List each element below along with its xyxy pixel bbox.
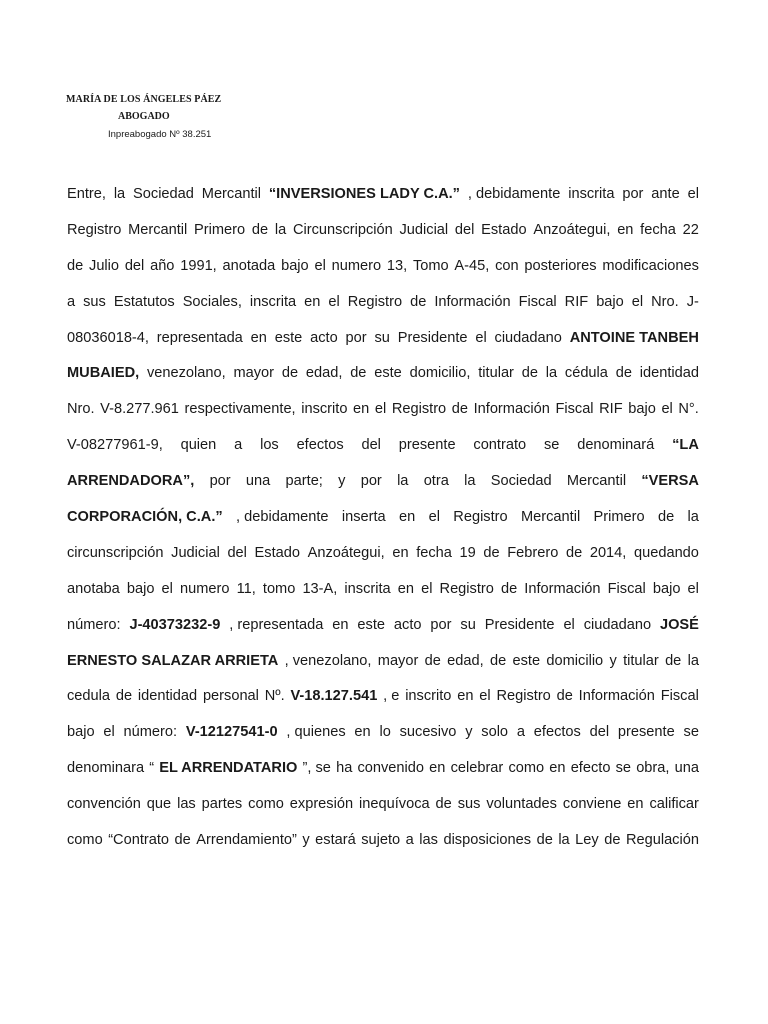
body-word: número: bbox=[123, 724, 178, 741]
paragraph-line bbox=[67, 428, 699, 464]
body-word: una bbox=[674, 760, 699, 777]
body-word: anotada bbox=[222, 257, 276, 274]
body-word: “Contrato bbox=[108, 832, 170, 849]
body-word: la bbox=[558, 832, 570, 849]
body-word: por bbox=[430, 616, 452, 633]
body-word: N°. bbox=[678, 401, 699, 418]
body-word: se bbox=[615, 760, 632, 777]
body-word: Entre, bbox=[67, 186, 106, 202]
body-word: Mercantil bbox=[128, 221, 188, 238]
body-word: identidad bbox=[137, 688, 198, 705]
body-word: Información bbox=[473, 401, 550, 418]
body-word: edad, bbox=[447, 652, 484, 669]
body-word: y bbox=[465, 724, 473, 741]
body-word: ciudadano bbox=[494, 329, 562, 346]
contract-paragraph bbox=[67, 177, 699, 859]
body-word: por bbox=[345, 329, 367, 346]
body-word: de bbox=[67, 257, 84, 274]
body-word: circunscripción bbox=[67, 544, 164, 561]
body-word: Estatutos bbox=[113, 293, 175, 310]
body-word: mayor bbox=[377, 652, 419, 669]
body-word: la bbox=[113, 186, 126, 202]
body-word: número: bbox=[67, 616, 121, 633]
body-word: lo bbox=[379, 724, 391, 741]
body-word: en bbox=[304, 293, 321, 310]
body-word: de bbox=[604, 832, 621, 849]
body-word: Información bbox=[578, 688, 655, 705]
paragraph-line bbox=[67, 644, 699, 680]
letterhead-title: ABOGADO bbox=[118, 111, 170, 122]
body-word: del bbox=[361, 437, 381, 454]
body-word: obra, bbox=[636, 760, 670, 777]
body-word: 1991, bbox=[180, 257, 217, 274]
body-word: este bbox=[357, 616, 386, 633]
body-word: Anzoátegui, bbox=[533, 221, 611, 238]
body-word: , quienes bbox=[286, 724, 346, 741]
body-word: una bbox=[245, 473, 271, 490]
body-word: denominará bbox=[577, 437, 655, 454]
body-word: el bbox=[314, 257, 326, 274]
body-word: el bbox=[475, 329, 487, 346]
body-word: Estado bbox=[481, 221, 527, 238]
body-word: la bbox=[464, 473, 476, 490]
body-word: modificaciones bbox=[602, 257, 699, 274]
paragraph-line bbox=[67, 608, 699, 644]
body-word: a bbox=[67, 293, 76, 310]
body-word: el bbox=[661, 401, 673, 418]
body-word: Registro bbox=[347, 293, 403, 310]
paragraph-line bbox=[67, 715, 699, 751]
body-word: de bbox=[483, 544, 500, 561]
body-word: Estado bbox=[254, 544, 300, 561]
body-word: Julio bbox=[89, 257, 120, 274]
body-word: como bbox=[248, 796, 284, 813]
body-word: la bbox=[397, 473, 409, 490]
body-word: solo bbox=[481, 724, 509, 741]
body-word: inscrita bbox=[344, 580, 391, 597]
body-word: su bbox=[374, 329, 390, 346]
body-word: y bbox=[302, 832, 310, 849]
body-word: efectos bbox=[533, 724, 581, 741]
body-word: cedula bbox=[67, 688, 111, 705]
body-word: , representada bbox=[229, 616, 324, 633]
paragraph-line bbox=[67, 572, 699, 608]
body-word: a bbox=[234, 437, 243, 454]
body-word: personal bbox=[202, 688, 259, 705]
body-word: Fiscal bbox=[607, 580, 646, 597]
body-word: de bbox=[565, 544, 583, 561]
body-word: el bbox=[421, 580, 433, 597]
body-word: Judicial bbox=[399, 221, 449, 238]
letterhead-name: MARÍA DE LOS ÁNGELES PÁEZ bbox=[66, 94, 222, 105]
body-word: posteriores bbox=[524, 257, 597, 274]
body-word: calificar bbox=[649, 796, 699, 813]
paragraph-line bbox=[67, 249, 699, 285]
body-word: en bbox=[457, 688, 474, 705]
body-word: efectos bbox=[296, 437, 344, 454]
body-word: contrato bbox=[473, 437, 527, 454]
body-word: Regulación bbox=[625, 832, 699, 849]
body-word: otra bbox=[423, 473, 449, 490]
body-word: por bbox=[209, 473, 231, 490]
body-word: las bbox=[419, 832, 438, 849]
body-word: Sociales, bbox=[182, 293, 242, 310]
body-word: el bbox=[328, 293, 340, 310]
body-word: Nro. bbox=[67, 401, 95, 418]
body-word: quedando bbox=[633, 544, 699, 561]
paragraph-line bbox=[67, 213, 699, 249]
paragraph-line bbox=[67, 321, 699, 357]
body-word: domicilio bbox=[546, 652, 604, 669]
body-word: Información bbox=[434, 293, 511, 310]
body-word: la bbox=[274, 221, 287, 238]
body-word: de bbox=[174, 832, 191, 849]
body-word: Nro. bbox=[651, 293, 679, 310]
body-word: anotaba bbox=[67, 580, 120, 597]
paragraph-line bbox=[67, 536, 699, 572]
body-word: de bbox=[435, 796, 452, 813]
body-word: representada bbox=[156, 329, 243, 346]
body-word: por bbox=[360, 473, 382, 490]
body-word: bajo bbox=[628, 401, 656, 418]
bold-text: J-40373232-9 bbox=[129, 616, 221, 633]
body-word: numero bbox=[331, 257, 382, 274]
body-word: de bbox=[451, 401, 468, 418]
paragraph-line bbox=[67, 285, 699, 321]
body-word: presente bbox=[617, 724, 675, 741]
paragraph-line bbox=[67, 823, 699, 859]
body-word: bajo bbox=[652, 580, 681, 597]
body-word: Registro bbox=[453, 509, 508, 526]
body-word: voluntades bbox=[486, 796, 557, 813]
body-word: bajo bbox=[126, 580, 155, 597]
body-word: mayor bbox=[233, 365, 275, 382]
body-word: de bbox=[350, 365, 367, 382]
body-word: en bbox=[429, 760, 446, 777]
body-word: sucesivo bbox=[399, 724, 457, 741]
body-word: los bbox=[260, 437, 279, 454]
body-word: en bbox=[250, 329, 267, 346]
body-word: 13-A, bbox=[302, 580, 338, 597]
body-word: en bbox=[353, 401, 370, 418]
body-word: presente bbox=[398, 437, 456, 454]
body-word: en bbox=[627, 796, 644, 813]
body-word: A-45, bbox=[454, 257, 490, 274]
body-word: fecha bbox=[416, 544, 452, 561]
body-word: Información bbox=[524, 580, 601, 597]
body-word: se bbox=[543, 437, 560, 454]
body-word: ante bbox=[651, 186, 680, 202]
body-word: de bbox=[500, 580, 518, 597]
body-word: 2014, bbox=[589, 544, 627, 561]
body-word: Judicial bbox=[171, 544, 220, 561]
body-word: el bbox=[374, 401, 387, 418]
body-word: convenido bbox=[357, 760, 425, 777]
body-word: Registro bbox=[439, 580, 494, 597]
bold-text: MUBAIED, bbox=[67, 365, 140, 382]
body-word: inequívoca bbox=[359, 796, 430, 813]
body-word: titular bbox=[623, 652, 659, 669]
body-word: en bbox=[397, 580, 414, 597]
body-word: Anzoátegui, bbox=[307, 544, 385, 561]
body-word: en bbox=[549, 760, 566, 777]
body-word: Fiscal bbox=[555, 401, 594, 418]
body-word: como bbox=[508, 760, 545, 777]
body-word: efecto bbox=[570, 760, 611, 777]
body-word: el bbox=[479, 688, 491, 705]
body-word: denominara bbox=[67, 760, 145, 777]
body-word: de bbox=[521, 365, 538, 382]
body-word: quien bbox=[180, 437, 217, 454]
body-word: V-8.277.961 bbox=[100, 401, 179, 418]
body-word: ciudadano bbox=[583, 616, 652, 633]
body-word: bajo bbox=[596, 293, 624, 310]
body-word: expresión bbox=[289, 796, 354, 813]
body-word: numero bbox=[180, 580, 230, 597]
body-word: de bbox=[115, 688, 133, 705]
body-word: el bbox=[687, 186, 699, 202]
body-word: Mercantil bbox=[520, 509, 581, 526]
body-word: en bbox=[399, 509, 416, 526]
bold-text: CORPORACIÓN, C.A.” bbox=[67, 509, 223, 526]
bold-text: EL ARRENDATARIO bbox=[159, 760, 298, 777]
paragraph-line bbox=[67, 679, 699, 715]
body-word: Primero bbox=[194, 221, 246, 238]
body-word: 13, bbox=[386, 257, 408, 274]
bold-text: “VERSA bbox=[641, 473, 699, 490]
body-word: de bbox=[615, 365, 632, 382]
body-word: Ley bbox=[575, 832, 599, 849]
body-word: que bbox=[146, 796, 172, 813]
body-word: RIF bbox=[564, 293, 589, 310]
body-word: de bbox=[657, 509, 675, 526]
body-word: 08036018-4, bbox=[67, 329, 149, 346]
body-word: RIF bbox=[599, 401, 623, 418]
body-word: Tomo bbox=[412, 257, 449, 274]
bold-text: V-12127541-0 bbox=[185, 724, 278, 741]
body-word: Sociedad bbox=[133, 186, 194, 202]
body-word: en bbox=[354, 724, 371, 741]
body-word: este bbox=[512, 652, 541, 669]
body-word: 11, bbox=[236, 580, 256, 597]
body-word: el bbox=[103, 724, 115, 741]
body-word: inscrita bbox=[249, 293, 297, 310]
body-word: año bbox=[150, 257, 175, 274]
body-word: Fiscal bbox=[660, 688, 699, 705]
body-word: , e bbox=[383, 688, 400, 705]
body-word: V-08277961-9, bbox=[67, 437, 163, 454]
body-word: de bbox=[489, 652, 507, 669]
body-word: Primero bbox=[593, 509, 645, 526]
body-word: a bbox=[516, 724, 525, 741]
paragraph-line bbox=[67, 392, 699, 428]
paragraph-line bbox=[67, 751, 699, 787]
body-word: inscrita bbox=[568, 186, 615, 202]
paragraph-line bbox=[67, 356, 699, 392]
body-word: J- bbox=[686, 293, 699, 310]
body-word: domicilio, bbox=[409, 365, 471, 382]
body-word: el bbox=[428, 509, 440, 526]
body-word: Sociedad bbox=[490, 473, 552, 490]
body-word: “ bbox=[149, 760, 155, 777]
body-word: Arrendamiento” bbox=[196, 832, 297, 849]
body-word: las bbox=[177, 796, 196, 813]
body-word: , venezolano, bbox=[284, 652, 372, 669]
body-word: identidad bbox=[639, 365, 699, 382]
body-word: Presidente bbox=[397, 329, 468, 346]
body-word: se bbox=[683, 724, 699, 741]
paragraph-line bbox=[67, 177, 699, 213]
body-word: ha bbox=[336, 760, 353, 777]
body-word: sus bbox=[83, 293, 106, 310]
body-word: la bbox=[687, 509, 699, 526]
body-word: este bbox=[274, 329, 303, 346]
body-word: Nº. bbox=[264, 688, 285, 705]
body-word: respectivamente, bbox=[184, 401, 296, 418]
body-word: acto bbox=[393, 616, 422, 633]
body-word: Circunscripción bbox=[292, 221, 393, 238]
body-word: su bbox=[460, 616, 476, 633]
body-word: 19 bbox=[459, 544, 476, 561]
body-word: bajo bbox=[281, 257, 309, 274]
body-word: Mercantil bbox=[566, 473, 627, 490]
body-word: , debidamente bbox=[467, 186, 561, 202]
body-word: tomo bbox=[262, 580, 296, 597]
body-word: edad, bbox=[305, 365, 343, 382]
body-word: en bbox=[617, 221, 634, 238]
paragraph-line bbox=[67, 464, 699, 500]
body-word: como bbox=[67, 832, 103, 849]
body-word: 22 bbox=[682, 221, 699, 238]
body-word: en bbox=[332, 616, 349, 633]
body-word: en bbox=[392, 544, 409, 561]
body-word: de bbox=[424, 652, 441, 669]
body-word: disposiciones bbox=[443, 832, 532, 849]
body-word: conviene bbox=[562, 796, 622, 813]
bold-text: JOSÉ bbox=[659, 616, 699, 633]
body-word: de bbox=[536, 832, 553, 849]
body-word: del bbox=[124, 257, 145, 274]
body-word: del bbox=[454, 221, 475, 238]
body-word: cédula bbox=[564, 365, 608, 382]
body-word: Febrero bbox=[507, 544, 559, 561]
body-word: el bbox=[687, 580, 699, 597]
bold-text: ARRENDADORA”, bbox=[67, 473, 195, 490]
body-word: , debidamente bbox=[236, 509, 329, 526]
body-word: por bbox=[622, 186, 644, 202]
body-word: inserta bbox=[341, 509, 386, 526]
bold-text: V-18.127.541 bbox=[290, 688, 378, 705]
body-word: partes bbox=[201, 796, 243, 813]
body-word: sus bbox=[457, 796, 481, 813]
body-word: de bbox=[251, 221, 269, 238]
body-word: Registro bbox=[496, 688, 551, 705]
body-word: convención bbox=[67, 796, 141, 813]
body-word: el bbox=[563, 616, 575, 633]
body-word: Registro bbox=[67, 221, 122, 238]
body-word: de bbox=[556, 688, 573, 705]
paragraph-line bbox=[67, 787, 699, 823]
paragraph-line bbox=[67, 500, 699, 536]
body-word: este bbox=[374, 365, 402, 382]
body-word: Registro bbox=[391, 401, 447, 418]
body-word: sujeto bbox=[361, 832, 401, 849]
body-word: de bbox=[665, 652, 682, 669]
body-word: la bbox=[687, 652, 699, 669]
body-word: el bbox=[631, 293, 644, 310]
body-word: ”, se bbox=[302, 760, 331, 777]
body-word: Mercantil bbox=[201, 186, 261, 202]
body-word: de bbox=[410, 293, 427, 310]
letterhead-registration: Inpreabogado Nº 38.251 bbox=[108, 129, 212, 140]
body-word: y bbox=[338, 473, 346, 490]
body-word: titular bbox=[478, 365, 514, 382]
bold-text: ANTOINE TANBEH bbox=[569, 329, 699, 346]
body-word: con bbox=[495, 257, 519, 274]
body-word: venezolano, bbox=[146, 365, 226, 382]
bold-text: “LA bbox=[672, 437, 699, 454]
body-word: bajo bbox=[67, 724, 95, 741]
body-word: Presidente bbox=[484, 616, 555, 633]
body-word: Fiscal bbox=[518, 293, 557, 310]
body-word: inscrito bbox=[405, 688, 452, 705]
body-word: la bbox=[545, 365, 558, 382]
body-word: a bbox=[405, 832, 414, 849]
body-word: estará bbox=[315, 832, 356, 849]
body-word: acto bbox=[310, 329, 338, 346]
body-word: parte; bbox=[285, 473, 323, 490]
body-word: fecha bbox=[640, 221, 676, 238]
bold-text: ERNESTO SALAZAR ARRIETA bbox=[67, 652, 279, 669]
body-word: de bbox=[281, 365, 299, 382]
body-word: del bbox=[227, 544, 247, 561]
body-word: del bbox=[589, 724, 610, 741]
body-word: el bbox=[161, 580, 173, 597]
body-word: y bbox=[609, 652, 617, 669]
body-word: celebrar bbox=[450, 760, 504, 777]
bold-text: “INVERSIONES LADY C.A.” bbox=[268, 186, 460, 202]
body-word: inscrito bbox=[301, 401, 348, 418]
